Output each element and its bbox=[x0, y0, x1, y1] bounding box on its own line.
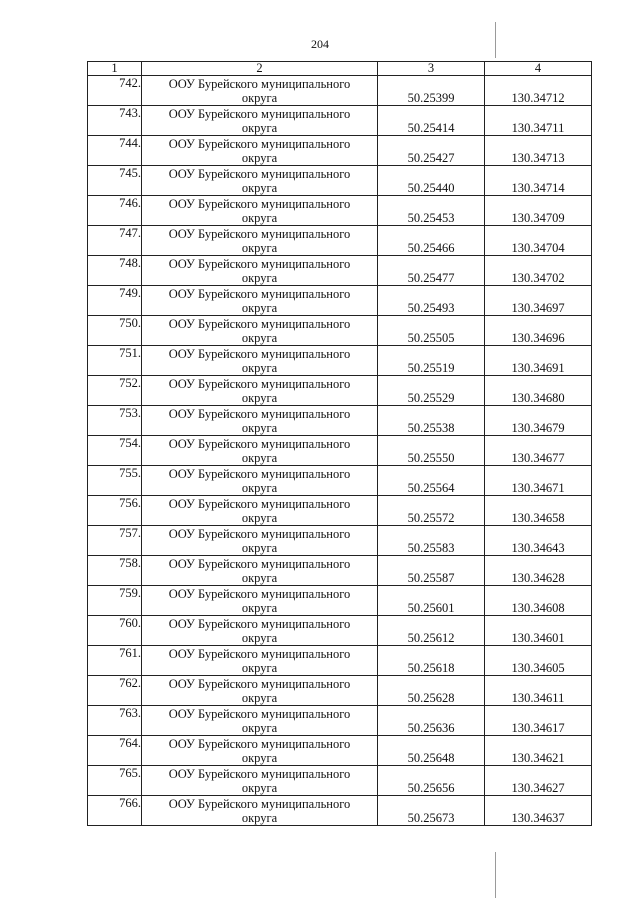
name-line-1: ООУ Бурейского муниципального bbox=[168, 586, 351, 601]
name-cell bbox=[142, 106, 378, 136]
name-line-2: округа bbox=[241, 420, 278, 435]
row-number-cell: 745. bbox=[88, 166, 142, 196]
coordinates-table bbox=[87, 61, 592, 826]
name-line-2: округа bbox=[241, 270, 278, 285]
name-cell bbox=[142, 586, 378, 616]
longitude-cell: 130.34628 bbox=[485, 556, 592, 586]
name-line-2: округа bbox=[241, 240, 278, 255]
longitude-cell: 130.34696 bbox=[485, 316, 592, 346]
name-line-1: ООУ Бурейского муниципального bbox=[168, 646, 351, 661]
row-number-cell: 764. bbox=[88, 736, 142, 766]
name-line-2: округа bbox=[241, 390, 278, 405]
table-row bbox=[88, 256, 592, 286]
row-number-cell: 760. bbox=[88, 616, 142, 646]
table-row bbox=[88, 796, 592, 826]
latitude-cell: 50.25493 bbox=[378, 286, 485, 316]
name-cell bbox=[142, 616, 378, 646]
name-line-2: округа bbox=[241, 360, 278, 375]
name-cell bbox=[142, 316, 378, 346]
name-line-1: ООУ Бурейского муниципального bbox=[168, 376, 351, 391]
name-line-1: ООУ Бурейского муниципального bbox=[168, 226, 351, 241]
table-row bbox=[88, 316, 592, 346]
name-line-2: округа bbox=[241, 570, 278, 585]
name-line-1: ООУ Бурейского муниципального bbox=[168, 166, 351, 181]
row-number-cell: 751. bbox=[88, 346, 142, 376]
name-cell bbox=[142, 256, 378, 286]
name-line-1: ООУ Бурейского муниципального bbox=[168, 706, 351, 721]
name-cell bbox=[142, 736, 378, 766]
table-row bbox=[88, 616, 592, 646]
latitude-cell: 50.25656 bbox=[378, 766, 485, 796]
column-header: 2 bbox=[142, 62, 378, 76]
name-line-2: округа bbox=[241, 90, 278, 105]
table-body bbox=[88, 76, 592, 826]
table-row bbox=[88, 496, 592, 526]
name-line-1: ООУ Бурейского муниципального bbox=[168, 406, 351, 421]
row-number-cell: 763. bbox=[88, 706, 142, 736]
row-number-cell: 766. bbox=[88, 796, 142, 826]
latitude-cell: 50.25529 bbox=[378, 376, 485, 406]
name-cell bbox=[142, 796, 378, 826]
table-row bbox=[88, 586, 592, 616]
name-line-2: округа bbox=[241, 330, 278, 345]
name-line-1: ООУ Бурейского муниципального bbox=[168, 76, 351, 91]
row-number-cell: 746. bbox=[88, 196, 142, 226]
name-line-2: округа bbox=[241, 120, 278, 135]
name-cell bbox=[142, 526, 378, 556]
name-cell bbox=[142, 136, 378, 166]
name-line-2: округа bbox=[241, 180, 278, 195]
longitude-cell: 130.34711 bbox=[485, 106, 592, 136]
name-line-2: округа bbox=[241, 300, 278, 315]
name-line-2: округа bbox=[241, 780, 278, 795]
row-number-cell: 750. bbox=[88, 316, 142, 346]
table-row bbox=[88, 556, 592, 586]
longitude-cell: 130.34712 bbox=[485, 76, 592, 106]
row-number-cell: 758. bbox=[88, 556, 142, 586]
latitude-cell: 50.25673 bbox=[378, 796, 485, 826]
longitude-cell: 130.34713 bbox=[485, 136, 592, 166]
name-line-2: округа bbox=[241, 150, 278, 165]
latitude-cell: 50.25601 bbox=[378, 586, 485, 616]
table-row bbox=[88, 346, 592, 376]
row-number-cell: 752. bbox=[88, 376, 142, 406]
longitude-cell: 130.34691 bbox=[485, 346, 592, 376]
name-line-2: округа bbox=[241, 750, 278, 765]
row-number-cell: 754. bbox=[88, 436, 142, 466]
scan-line-top bbox=[495, 22, 496, 58]
row-number-cell: 742. bbox=[88, 76, 142, 106]
name-cell bbox=[142, 196, 378, 226]
row-number-cell: 749. bbox=[88, 286, 142, 316]
latitude-cell: 50.25505 bbox=[378, 316, 485, 346]
name-line-1: ООУ Бурейского муниципального bbox=[168, 796, 351, 811]
name-cell bbox=[142, 466, 378, 496]
name-line-1: ООУ Бурейского муниципального bbox=[168, 496, 351, 511]
name-line-2: округа bbox=[241, 510, 278, 525]
table-row bbox=[88, 166, 592, 196]
name-line-1: ООУ Бурейского муниципального bbox=[168, 436, 351, 451]
name-cell bbox=[142, 646, 378, 676]
table-row bbox=[88, 376, 592, 406]
table-row bbox=[88, 676, 592, 706]
row-number-cell: 743. bbox=[88, 106, 142, 136]
longitude-cell: 130.34679 bbox=[485, 406, 592, 436]
name-line-1: ООУ Бурейского муниципального bbox=[168, 466, 351, 481]
table-header-row bbox=[88, 62, 592, 76]
name-cell bbox=[142, 496, 378, 526]
latitude-cell: 50.25628 bbox=[378, 676, 485, 706]
name-line-1: ООУ Бурейского муниципального bbox=[168, 676, 351, 691]
name-cell bbox=[142, 376, 378, 406]
longitude-cell: 130.34704 bbox=[485, 226, 592, 256]
name-line-1: ООУ Бурейского муниципального bbox=[168, 316, 351, 331]
row-number-cell: 755. bbox=[88, 466, 142, 496]
latitude-cell: 50.25519 bbox=[378, 346, 485, 376]
table-row bbox=[88, 766, 592, 796]
latitude-cell: 50.25572 bbox=[378, 496, 485, 526]
table-row bbox=[88, 196, 592, 226]
latitude-cell: 50.25414 bbox=[378, 106, 485, 136]
latitude-cell: 50.25583 bbox=[378, 526, 485, 556]
longitude-cell: 130.34658 bbox=[485, 496, 592, 526]
latitude-cell: 50.25453 bbox=[378, 196, 485, 226]
table-row bbox=[88, 406, 592, 436]
name-line-2: округа bbox=[241, 660, 278, 675]
row-number-cell: 765. bbox=[88, 766, 142, 796]
latitude-cell: 50.25399 bbox=[378, 76, 485, 106]
table-row bbox=[88, 436, 592, 466]
name-line-2: округа bbox=[241, 480, 278, 495]
name-line-1: ООУ Бурейского муниципального bbox=[168, 286, 351, 301]
name-line-1: ООУ Бурейского муниципального bbox=[168, 766, 351, 781]
name-cell bbox=[142, 406, 378, 436]
name-cell bbox=[142, 676, 378, 706]
page-number: 204 bbox=[311, 37, 329, 51]
name-cell bbox=[142, 166, 378, 196]
latitude-cell: 50.25564 bbox=[378, 466, 485, 496]
latitude-cell: 50.25477 bbox=[378, 256, 485, 286]
table-row bbox=[88, 526, 592, 556]
name-line-2: округа bbox=[241, 450, 278, 465]
name-line-2: округа bbox=[241, 690, 278, 705]
table-row bbox=[88, 226, 592, 256]
row-number-cell: 756. bbox=[88, 496, 142, 526]
name-line-1: ООУ Бурейского муниципального bbox=[168, 556, 351, 571]
name-line-2: округа bbox=[241, 210, 278, 225]
longitude-cell: 130.34702 bbox=[485, 256, 592, 286]
longitude-cell: 130.34714 bbox=[485, 166, 592, 196]
table-row bbox=[88, 466, 592, 496]
name-line-1: ООУ Бурейского муниципального bbox=[168, 616, 351, 631]
longitude-cell: 130.34627 bbox=[485, 766, 592, 796]
table-row bbox=[88, 76, 592, 106]
column-header: 4 bbox=[485, 62, 592, 76]
row-number-cell: 761. bbox=[88, 646, 142, 676]
name-line-2: округа bbox=[241, 540, 278, 555]
latitude-cell: 50.25427 bbox=[378, 136, 485, 166]
table-row bbox=[88, 136, 592, 166]
name-cell bbox=[142, 286, 378, 316]
row-number-cell: 762. bbox=[88, 676, 142, 706]
name-cell bbox=[142, 436, 378, 466]
column-header: 1 bbox=[88, 62, 142, 76]
longitude-cell: 130.34608 bbox=[485, 586, 592, 616]
name-cell bbox=[142, 226, 378, 256]
name-cell bbox=[142, 346, 378, 376]
latitude-cell: 50.25618 bbox=[378, 646, 485, 676]
table-row bbox=[88, 646, 592, 676]
scan-line-bottom bbox=[495, 852, 496, 898]
longitude-cell: 130.34643 bbox=[485, 526, 592, 556]
row-number-cell: 748. bbox=[88, 256, 142, 286]
name-line-1: ООУ Бурейского муниципального bbox=[168, 196, 351, 211]
name-line-1: ООУ Бурейского муниципального bbox=[168, 346, 351, 361]
longitude-cell: 130.34617 bbox=[485, 706, 592, 736]
latitude-cell: 50.25612 bbox=[378, 616, 485, 646]
latitude-cell: 50.25587 bbox=[378, 556, 485, 586]
name-line-2: округа bbox=[241, 630, 278, 645]
row-number-cell: 759. bbox=[88, 586, 142, 616]
table-row bbox=[88, 736, 592, 766]
longitude-cell: 130.34709 bbox=[485, 196, 592, 226]
row-number-cell: 744. bbox=[88, 136, 142, 166]
latitude-cell: 50.25538 bbox=[378, 406, 485, 436]
table-row bbox=[88, 286, 592, 316]
name-line-1: ООУ Бурейского муниципального bbox=[168, 136, 351, 151]
row-number-cell: 747. bbox=[88, 226, 142, 256]
table-row bbox=[88, 106, 592, 136]
longitude-cell: 130.34601 bbox=[485, 616, 592, 646]
longitude-cell: 130.34680 bbox=[485, 376, 592, 406]
column-header: 3 bbox=[378, 62, 485, 76]
name-cell bbox=[142, 766, 378, 796]
latitude-cell: 50.25466 bbox=[378, 226, 485, 256]
row-number-cell: 753. bbox=[88, 406, 142, 436]
row-number-cell: 757. bbox=[88, 526, 142, 556]
name-cell bbox=[142, 556, 378, 586]
name-line-2: округа bbox=[241, 810, 278, 825]
name-cell bbox=[142, 76, 378, 106]
longitude-cell: 130.34677 bbox=[485, 436, 592, 466]
longitude-cell: 130.34621 bbox=[485, 736, 592, 766]
longitude-cell: 130.34671 bbox=[485, 466, 592, 496]
latitude-cell: 50.25648 bbox=[378, 736, 485, 766]
name-cell bbox=[142, 706, 378, 736]
table-row bbox=[88, 706, 592, 736]
latitude-cell: 50.25440 bbox=[378, 166, 485, 196]
longitude-cell: 130.34697 bbox=[485, 286, 592, 316]
name-line-1: ООУ Бурейского муниципального bbox=[168, 526, 351, 541]
name-line-2: округа bbox=[241, 600, 278, 615]
name-line-1: ООУ Бурейского муниципального bbox=[168, 106, 351, 121]
name-line-2: округа bbox=[241, 720, 278, 735]
name-line-1: ООУ Бурейского муниципального bbox=[168, 256, 351, 271]
latitude-cell: 50.25636 bbox=[378, 706, 485, 736]
longitude-cell: 130.34605 bbox=[485, 646, 592, 676]
latitude-cell: 50.25550 bbox=[378, 436, 485, 466]
name-line-1: ООУ Бурейского муниципального bbox=[168, 736, 351, 751]
longitude-cell: 130.34611 bbox=[485, 676, 592, 706]
longitude-cell: 130.34637 bbox=[485, 796, 592, 826]
